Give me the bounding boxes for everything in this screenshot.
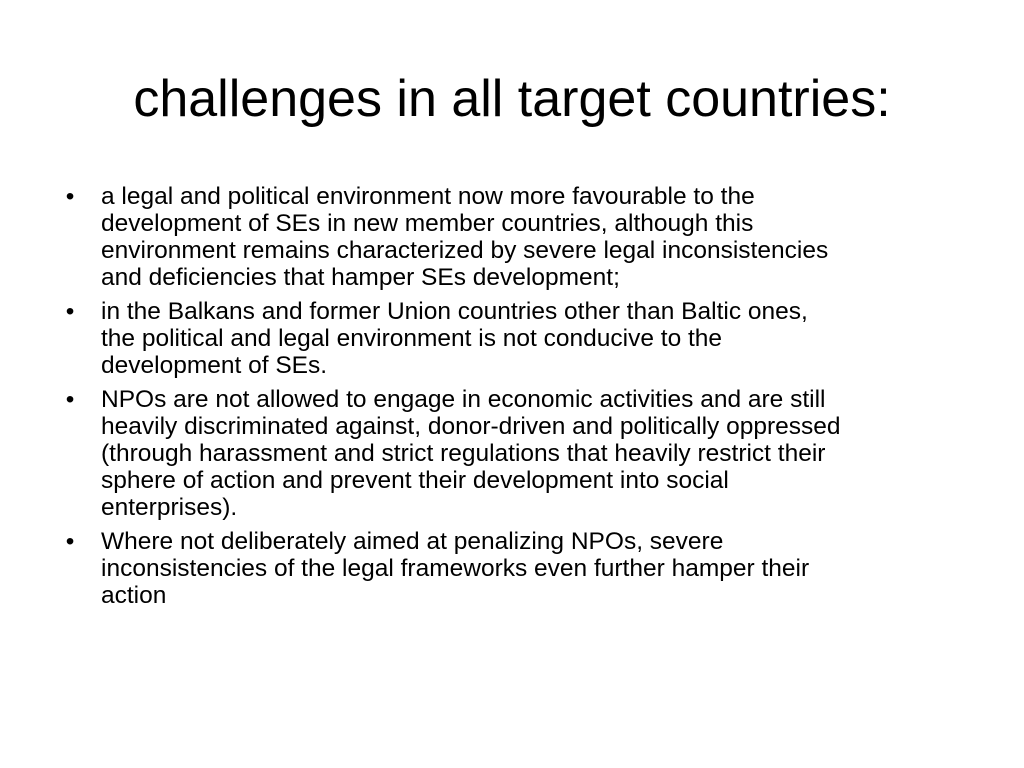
bullet-text-line: enterprises).: [101, 494, 238, 521]
slide-title: challenges in all target countries:: [133, 70, 891, 128]
bullet-item: [60, 528, 975, 609]
bullet-text-line: NPOs are not allowed to engage in economic activities and are still: [101, 386, 826, 413]
bullet-text-line: inconsistencies of the legal frameworks even further hamper their: [101, 555, 810, 582]
bullet-text-line: environment remains characterized by severe legal inconsistencies: [101, 237, 829, 264]
bullet-text-line: (through harassment and strict regulations that heavily restrict their: [101, 440, 826, 467]
bullet-text-line: Where not deliberately aimed at penalizing NPOs, severe: [101, 528, 724, 555]
bullet-text-line: action: [101, 582, 167, 609]
bullet-marker: •: [65, 386, 75, 413]
bullet-marker: •: [65, 183, 75, 210]
bullet-list: [60, 183, 975, 616]
bullet-text-line: the political and legal environment is not conducive to the: [101, 325, 723, 352]
bullet-text-line: development of SEs in new member countries, although this: [101, 210, 754, 237]
bullet-marker: •: [65, 528, 75, 555]
bullet-item: [60, 183, 975, 291]
bullet-item: [60, 386, 975, 521]
bullet-text-line: sphere of action and prevent their development into social: [101, 467, 729, 494]
bullet-text-line: a legal and political environment now more favourable to the: [101, 183, 755, 210]
bullet-text-line: development of SEs.: [101, 352, 328, 379]
bullet-marker: •: [65, 298, 75, 325]
bullet-text-line: and deficiencies that hamper SEs development;: [101, 264, 620, 291]
bullet-item: [60, 298, 975, 379]
bullet-text-line: heavily discriminated against, donor-driven and politically oppressed: [101, 413, 841, 440]
bullet-text-line: in the Balkans and former Union countries other than Baltic ones,: [101, 298, 808, 325]
